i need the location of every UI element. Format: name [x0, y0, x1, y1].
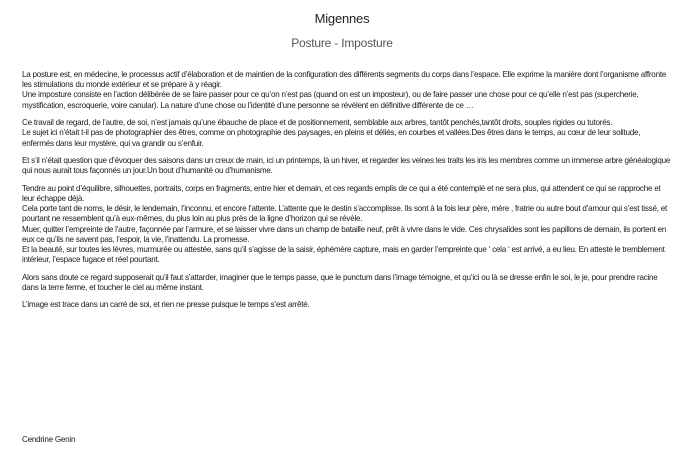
paragraph-noms: Cela porte tant de noms, le désir, le lendemain, l’inconnu, et encore l’attente. L’attente que le destin s’accomplisse. Ils sont à la fois leur père, mère , fratrie ou autre bout d’amour qui s’est tissé, et pourtant ne ressemblent qu’à eux-mêmes, du plus loin au plus près de la ligne d’horizon qui se révèle. [22, 204, 667, 224]
paragraph-image-trace: L’image est trace dans un carré de soi, et rien ne presse puisque le temps s’est arrêté. [22, 300, 310, 310]
document-title: Migennes [314, 11, 370, 26]
paragraph-beaute: Et la beauté, sur toutes les lèvres, murmurée ou attestée, sans qu’il s’agisse de la saisir, éphémère capture, mais en garder l’empreinte que ‘ cela ‘ est arrivé, a eu lieu. En atteste le tremblement intérieur, l’espace fugace et réel pourtant. [22, 244, 665, 265]
paragraph-saisons: Et s’il n’était question que d’évoquer des saisons dans un creux de main, ici un printemps, là un hiver, et regarder les veines les traits les iris les membres comme un immense arbre généalogique qui nous aurait tous façonnés un jour.Un bout d’humanité ou d’humanisme. [22, 156, 671, 176]
paragraph-sujet: Le sujet ici n’était t-il pas de photographier des êtres, comme on photographie des paysages, en pleins et déliés, en courbes et vallées.Des êtres dans le temps, au cœur de leur solitude, enfermés dans leur mystère, qui va grandir ou s’enfuir. [22, 128, 641, 148]
document-subtitle: Posture - Imposture [291, 36, 393, 50]
document-body [22, 70, 672, 311]
paragraph-regard-attarder: Alors sans doute ce regard supposerait qu’il faut s’attarder, imaginer que le temps passe, que le punctum dans l’image témoigne, et qu’ici ou là se dresse enfin le soi, le je, pour prendre racine dans la terre ferme, et toucher le ciel au même instant. [22, 272, 658, 292]
paragraph-regard: Ce travail de regard, de l’autre, de soi, n’est jamais qu’une ébauche de place et de positionnement, semblable aux arbres, tantôt penchés,tantôt droits, souples rigides ou tutorés. [22, 118, 613, 128]
paragraph-posture: La posture est, en médecine, le processus actif d’élaboration et de maintien de la configuration des différents segments du corps dans l’espace. Elle exprime la manière dont l’organisme affronte les stimulations du monde extérieur et se prépare à y réagir. [22, 70, 667, 90]
signature: Cendrine Genin [22, 435, 76, 444]
paragraph-imposture: Une imposture consiste en l’action délibérée de se faire passer pour ce qu’on n’est pas (quand on est un imposteur), ou de faire passer une chose pour ce qu’elle n’est pas (supercherie, mystification, escroquerie, voire canular). La nature d’une chose ou l’identité d’une personne se révèlent en définitive différente de ce … [22, 90, 639, 110]
paragraph-muer: Muer, quitter l’empreinte de l’autre, façonnée par l’armure, et se laisser vivre dans un champ de bataille neuf, prêt à vivre dans le vide. Ces chrysalides sont les papillons de demain, ils portent en eux ce qu’ils ne savent pas, l’espoir, la vie, l’inattendu. La promesse. [22, 224, 667, 244]
paragraph-equilibre: Tendre au point d’équilibre, silhouettes, portraits, corps en fragments, entre hier et demain, et ces regards emplis de ce qui a été contemplé et ne sera plus, qui attendent ce qui se rapproche et leur échappe déjà. [22, 183, 661, 203]
